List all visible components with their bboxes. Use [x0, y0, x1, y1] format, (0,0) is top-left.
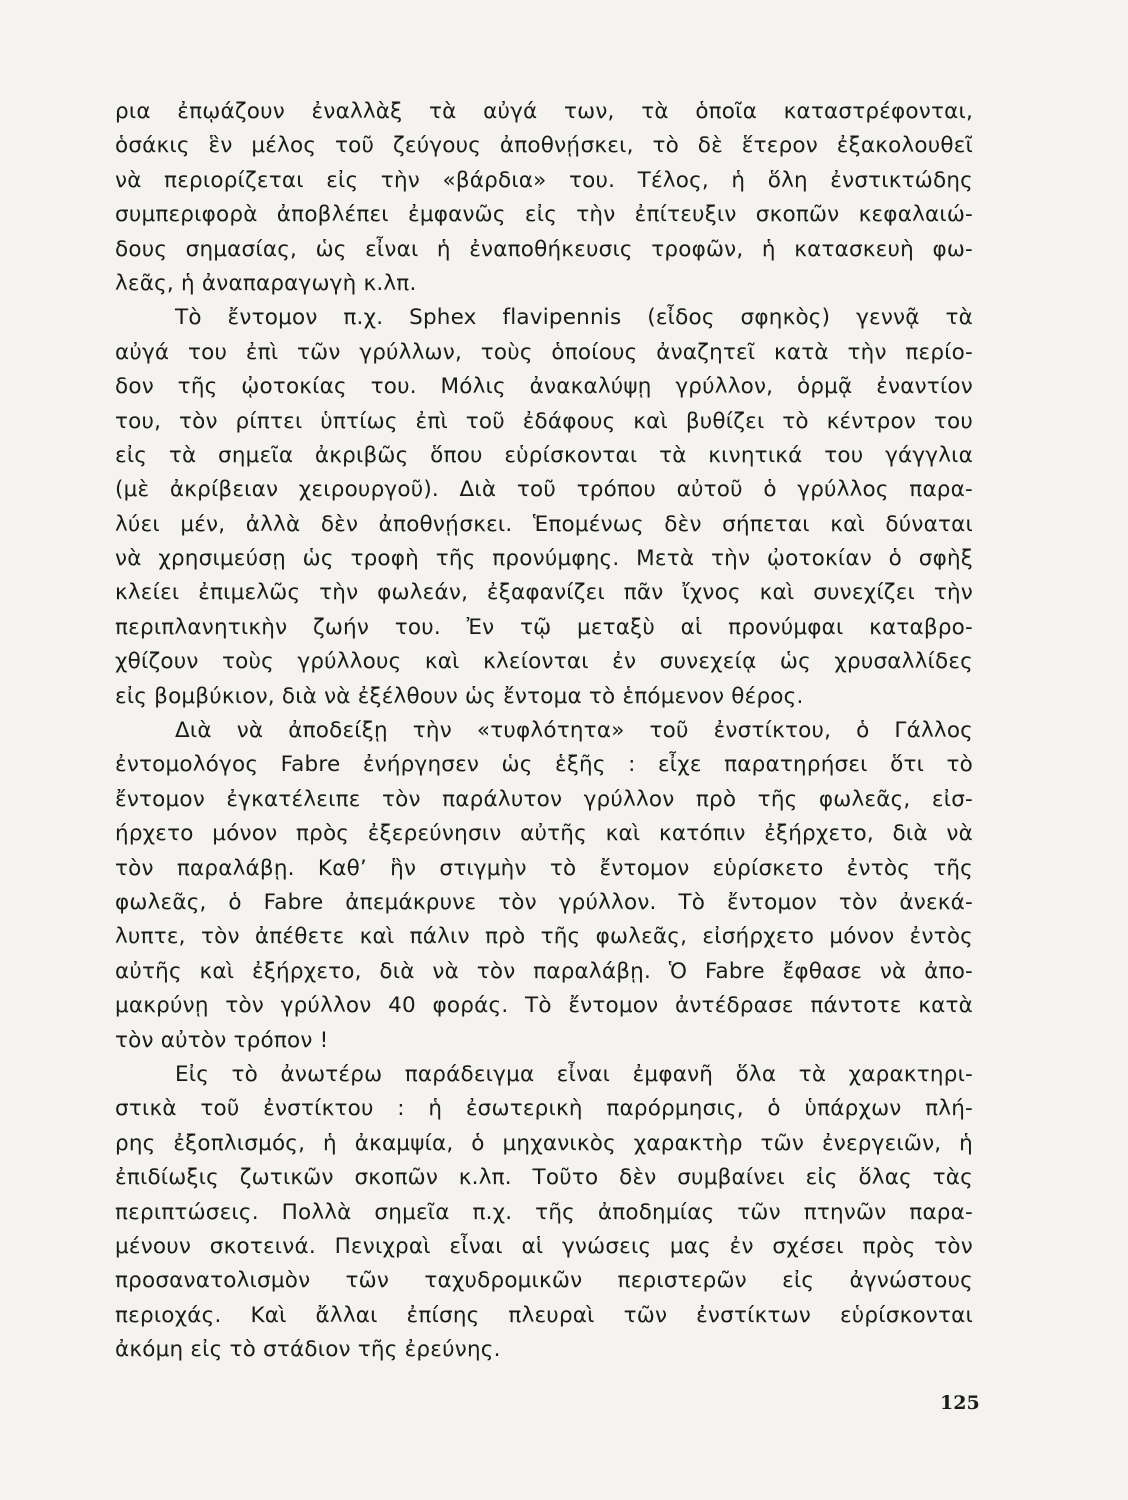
- text-line: Διὰ νὰ ἀποδείξῃ τὴν «τυφλότητα» τοῦ ἐνστίκτου, ὁ Γάλλος: [175, 718, 973, 744]
- paragraph: [115, 714, 973, 1058]
- text-line: ήρχετο μόνον πρὸς ἐξερεύνησιν αὐτῆς καὶ κατόπιν ἐξήρχετο, διὰ νὰ: [115, 821, 973, 847]
- text-line: Τὸ ἔντομον π.χ. Sphex flavipennis (εἶδος σφηκὸς) γεννᾷ τὰ: [175, 305, 973, 331]
- text-line: μακρύνῃ τὸν γρύλλον 40 φοράς. Τὸ ἔντομον ἀντέδρασε πάντοτε κατὰ: [115, 993, 973, 1019]
- body-text: [115, 95, 973, 1367]
- paragraph: [115, 95, 973, 301]
- text-line: τὸν παραλάβῃ. Καθ’ ἣν στιγμὴν τὸ ἔντομον εὑρίσκετο ἐντὸς τῆς: [115, 855, 973, 881]
- text-line: νὰ χρησιμεύσῃ ὡς τροφὴ τῆς προνύμφης. Μετὰ τὴν ᾠοτοκίαν ὁ σφὴξ: [115, 546, 973, 572]
- text-line: δους σημασίας, ὡς εἶναι ἡ ἐναποθήκευσις τροφῶν, ἡ κατασκευὴ φω-: [115, 236, 973, 262]
- text-line: μένουν σκοτεινά. Πενιχραὶ εἶναι αἱ γνώσεις μας ἐν σχέσει πρὸς τὸν: [115, 1233, 973, 1259]
- text-line: λεᾶς, ἡ ἀναπαραγωγὴ κ.λπ.: [115, 270, 417, 296]
- text-line: ἔντομον ἐγκατέλειπε τὸν παράλυτον γρύλλον πρὸ τῆς φωλεᾶς, εἰσ-: [115, 786, 973, 812]
- text-line: ἀκόμη εἰς τὸ στάδιον τῆς ἐρεύνης.: [115, 1337, 501, 1363]
- text-line: τὸν αὐτὸν τρόπον !: [115, 1027, 329, 1053]
- text-line: Εἰς τὸ ἀνωτέρω παράδειγμα εἶναι ἐμφανῆ ὅλα τὰ χαρακτηρι-: [175, 1061, 973, 1087]
- text-line: ἐντομολόγος Fabre ἐνήργησεν ὡς ἑξῆς : εἶχε παρατηρήσει ὅτι τὸ: [115, 752, 973, 778]
- text-line: στικὰ τοῦ ἐνστίκτου : ἡ ἐσωτερικὴ παρόρμησις, ὁ ὑπάρχων πλή-: [115, 1096, 973, 1122]
- text-line: δον τῆς ᾠοτοκίας του. Μόλις ἀνακαλύψῃ γρύλλον, ὁρμᾷ ἐναντίον: [115, 374, 973, 400]
- text-line: χθίζουν τοὺς γρύλλους καὶ κλείονται ἐν συνεχείᾳ ὡς χρυσαλλίδες: [115, 649, 973, 675]
- text-line: ρια ἐπῳάζουν ἐναλλὰξ τὰ αὐγά των, τὰ ὁποῖα καταστρέφονται,: [115, 99, 973, 124]
- text-line: (μὲ ἀκρίβειαν χειρουργοῦ). Διὰ τοῦ τρόπου αὐτοῦ ὁ γρύλλος παρα-: [115, 477, 973, 503]
- text-line: περιπτώσεις. Πολλὰ σημεῖα π.χ. τῆς ἀποδημίας τῶν πτηνῶν παρα-: [115, 1199, 973, 1225]
- text-line: ὁσάκις ἓν μέλος τοῦ ζεύγους ἀποθνῄσκει, τὸ δὲ ἕτερον ἐξακολουθεῖ: [115, 133, 973, 159]
- text-line: νὰ περιορίζεται εἰς τὴν «βάρδια» του. Τέλος, ἡ ὅλη ἐνστικτώδης: [115, 167, 973, 193]
- paragraph: [115, 1058, 973, 1368]
- text-line: ρης ἐξοπλισμός, ἡ ἀκαμψία, ὁ μηχανικὸς χαρακτὴρ τῶν ἐνεργειῶν, ἡ: [115, 1130, 973, 1156]
- text-line: αὐγά του ἐπὶ τῶν γρύλλων, τοὺς ὁποίους ἀναζητεῖ κατὰ τὴν περίο-: [115, 339, 973, 365]
- paragraph: [115, 301, 973, 714]
- text-line: αὐτῆς καὶ ἐξήρχετο, διὰ νὰ τὸν παραλάβῃ. Ὁ Fabre ἔφθασε νὰ ἀπο-: [115, 958, 973, 984]
- text-line: λύει μέν, ἀλλὰ δὲν ἀποθνῄσκει. Ἑπομένως δὲν σήπεται καὶ δύναται: [115, 511, 973, 537]
- text-line: περιοχάς. Καὶ ἄλλαι ἐπίσης πλευραὶ τῶν ἐνστίκτων εὑρίσκονται: [115, 1302, 973, 1328]
- text-line: περιπλανητικὴν ζωήν του. Ἐν τῷ μεταξὺ αἱ προνύμφαι καταβρο-: [115, 614, 973, 640]
- text-line: συμπεριφορὰ ἀποβλέπει ἐμφανῶς εἰς τὴν ἐπίτευξιν σκοπῶν κεφαλαιώ-: [115, 202, 973, 228]
- text-line: εἰς τὰ σημεῖα ἀκριβῶς ὅπου εὑρίσκονται τὰ κινητικά του γάγγλια: [115, 442, 973, 468]
- text-line: λυπτε, τὸν ἀπέθετε καὶ πάλιν πρὸ τῆς φωλεᾶς, εἰσήρχετο μόνον ἐντὸς: [115, 924, 973, 950]
- text-line: κλείει ἐπιμελῶς τὴν φωλεάν, ἐξαφανίζει πᾶν ἴχνος καὶ συνεχίζει τὴν: [115, 580, 973, 606]
- text-line: ἐπιδίωξις ζωτικῶν σκοπῶν κ.λπ. Τοῦτο δὲν συμβαίνει εἰς ὅλας τὰς: [115, 1165, 973, 1191]
- page-number: 125: [940, 1392, 980, 1414]
- text-line: προσανατολισμὸν τῶν ταχυδρομικῶν περιστερῶν εἰς ἀγνώστους: [115, 1268, 973, 1294]
- text-line: εἰς βομβύκιον, διὰ νὰ ἐξέλθουν ὡς ἔντομα τὸ ἑπόμενον θέρος.: [115, 683, 804, 709]
- text-line: του, τὸν ρίπτει ὑπτίως ἐπὶ τοῦ ἐδάφους καὶ βυθίζει τὸ κέντρον του: [115, 408, 973, 434]
- text-line: φωλεᾶς, ὁ Fabre ἀπεμάκρυνε τὸν γρύλλον. Τὸ ἔντομον τὸν ἀνεκά-: [115, 889, 973, 915]
